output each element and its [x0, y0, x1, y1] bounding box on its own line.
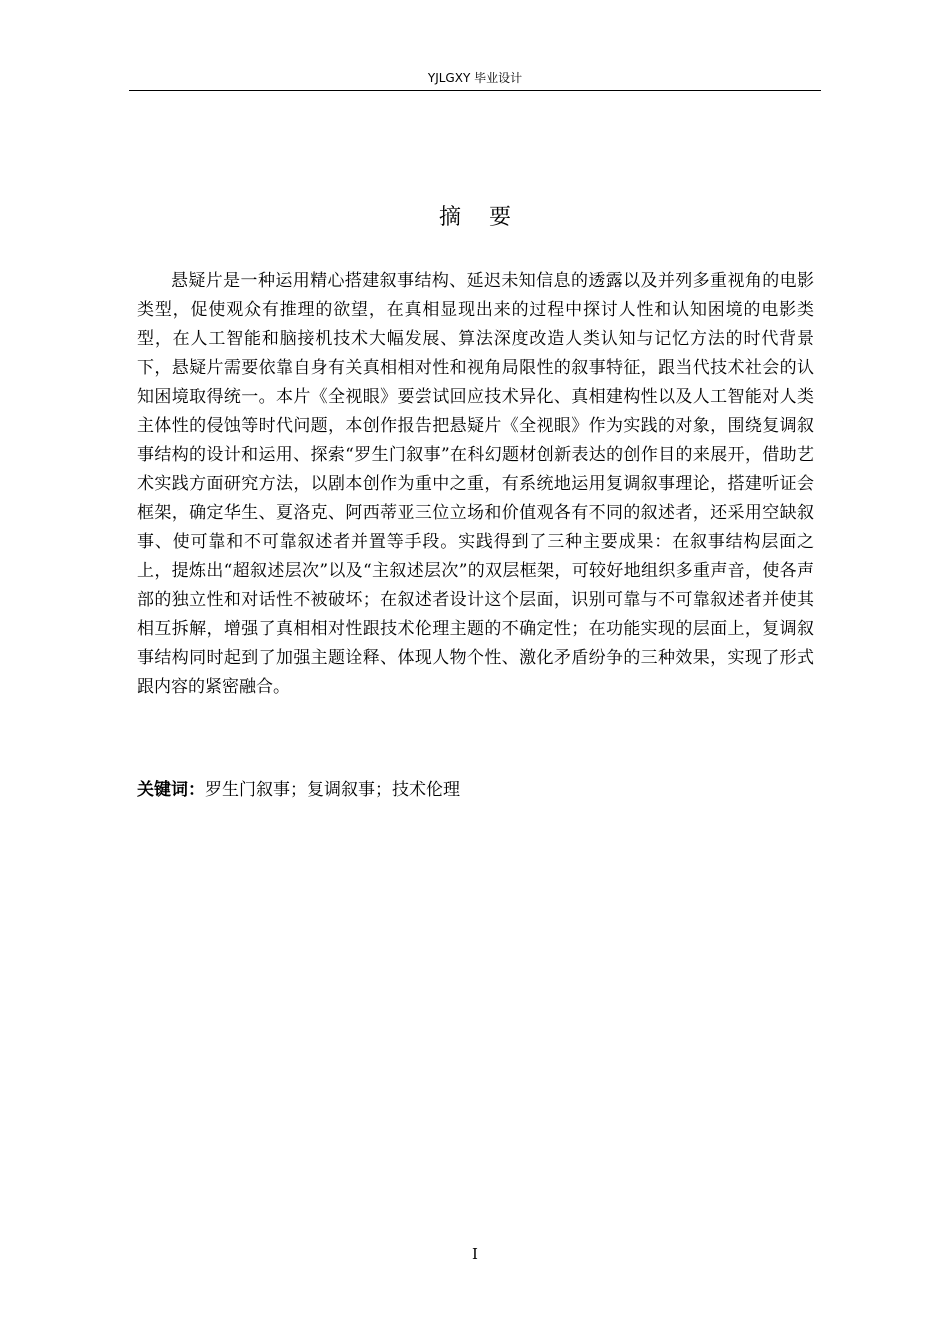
page-header [129, 66, 821, 91]
keywords-line [137, 776, 814, 805]
page-number: I [472, 1245, 478, 1263]
abstract-body: 悬疑片是一种运用精心搭建叙事结构、延迟未知信息的透露以及并列多重视角的电影类型，促使观众有推理的欲望，在真相显现出来的过程中探讨人性和认知困境的电影类型，在人工智能和脑接机技术大幅发展、算法深度改造人类认知与记忆方法的时代背景下，悬疑片需要依靠自身有关真相相对性和视角局限性的叙事特征，跟当代技术社会的认知困境取得统一。本片《全视眼》要尝试回应技术异化、真相建构性以及人工智能对人类主体性的侵蚀等时代问题，本创作报告把悬疑片《全视眼》作为实践的对象，围绕复调叙事结构的设计和运用、探索“罗生门叙事”在科幻题材创新表达的创作目的来展开，借助艺术实践方面研究方法，以剧本创作为重中之重，有系统地运用复调叙事理论，搭建听证会框架，确定华生、夏洛克、阿西蒂亚三位立场和价值观各有不同的叙述者，还采用空缺叙事、使可靠和不可靠叙述者并置等手段。实践得到了三种主要成果：在叙事结构层面之上，提炼出“超叙述层次”以及“主叙述层次”的双层框架，可较好地组织多重声音，使各声部的独立性和对话性不被破坏；在叙述者设计这个层面，识别可靠与不可靠叙述者并使其相互拆解，增强了真相相对性跟技术伦理主题的不确定性；在功能实现的层面上，复调叙事结构同时起到了加强主题诠释、体现人物个性、激化矛盾纷争的三种效果，实现了形式跟内容的紧密融合。 [137, 271, 814, 697]
header-text: YJLGXY 毕业设计 [427, 71, 523, 85]
keywords-value: 罗生门叙事；复调叙事；技术伦理 [205, 780, 460, 800]
abstract-title: 摘要 [438, 205, 539, 230]
keywords-label: 关键词： [137, 780, 205, 800]
